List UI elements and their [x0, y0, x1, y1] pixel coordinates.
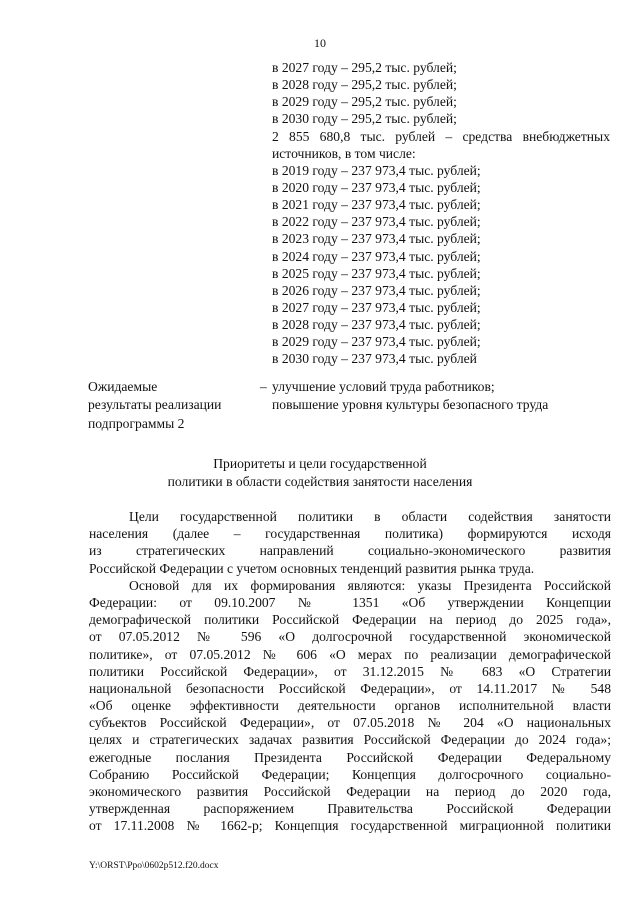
funding-line: в 2029 году – 295,2 тыс. рублей;: [272, 94, 457, 110]
funding-line: 2 855 680,8 тыс. рублей – средства внебюджетных: [272, 128, 610, 144]
paragraph-line: Основой для их формирования являются: указы Президента Российской: [129, 577, 611, 593]
paragraph-line: политике», от 07.05.2012 № 606 «О мерах по реализации демографической: [89, 646, 611, 662]
paragraph-line: политики Российской Федерации», от 31.12.2015 № 683 «О Стратегии: [89, 663, 611, 679]
paragraph-line: ежегодные послания Президента Российской Федерации Федеральному: [89, 749, 611, 765]
section-title-line: Приоритеты и цели государственной: [213, 456, 427, 471]
funding-line: в 2022 году – 237 973,4 тыс. рублей;: [272, 214, 481, 230]
paragraph-line: Цели государственной политики в области содействия занятости: [129, 509, 611, 524]
funding-line: в 2027 году – 295,2 тыс. рублей;: [272, 60, 457, 75]
funding-line: в 2028 году – 237 973,4 тыс. рублей;: [272, 317, 481, 333]
label-line: Ожидаемые: [88, 379, 158, 394]
funding-list: [272, 59, 610, 368]
funding-line: в 2028 году – 295,2 тыс. рублей;: [272, 77, 457, 93]
funding-line: в 2021 году – 237 973,4 тыс. рублей;: [272, 197, 481, 213]
paragraph-line: экономического развития Российской Федерации на период до 2020 года,: [89, 784, 611, 799]
paragraph-line: населения (далее – государственная политика) формируются исходя: [89, 526, 611, 542]
result-line: повышение уровня культуры безопасного труда: [272, 397, 549, 413]
paragraph-line: целях и стратегических задачах развития Российской Федерации до 2024 года»;: [89, 732, 611, 748]
funding-line: в 2027 году – 237 973,4 тыс. рублей;: [272, 299, 481, 315]
paragraph-line: демографической политики Российской Федерации на период до 2025 года»,: [89, 612, 611, 628]
expected-results-text: [272, 378, 548, 415]
paragraph-line: Российской Федерации с учетом основных тенденций развития рынка труда.: [89, 560, 535, 576]
funding-line: источников, в том числе:: [272, 145, 416, 161]
expected-results-label: [88, 378, 258, 433]
funding-line: в 2030 году – 295,2 тыс. рублей;: [272, 111, 457, 127]
paragraph-2: [89, 577, 611, 835]
paragraph-line: из стратегических направлений социально-экономического развития: [89, 543, 611, 559]
funding-line: в 2026 году – 237 973,4 тыс. рублей;: [272, 282, 481, 298]
section-title-line: политики в области содействия занятости населения: [167, 474, 473, 490]
funding-line: в 2025 году – 237 973,4 тыс. рублей;: [272, 265, 481, 281]
paragraph-line: Федерации: от 09.10.2007 № 1351 «Об утверждении Концепции: [89, 594, 611, 610]
body-text: [89, 508, 611, 835]
funding-line: в 2023 году – 237 973,4 тыс. рублей;: [272, 231, 481, 247]
results-dash: –: [260, 379, 267, 394]
label-line: результаты реализации: [88, 397, 222, 413]
funding-line: в 2024 году – 237 973,4 тыс. рублей;: [272, 248, 481, 264]
paragraph-line: от 07.05.2012 № 596 «О долгосрочной государственной экономической: [89, 629, 611, 645]
funding-line: в 2019 году – 237 973,4 тыс. рублей;: [272, 162, 481, 178]
funding-line: в 2030 году – 237 973,4 тыс. рублей: [272, 351, 477, 367]
paragraph-line: субъектов Российской Федерации», от 07.05.2018 № 204 «О национальных: [89, 715, 611, 731]
label-line: подпрограммы 2: [88, 415, 185, 431]
section-title: [0, 455, 640, 492]
paragraph-1: [89, 508, 611, 577]
page-number: 10: [314, 36, 326, 50]
footer-file-path: Y:\ORST\Ppo\0602p512.f20.docx: [89, 861, 219, 871]
paragraph-line: от 17.11.2008 № 1662-р; Концепция государственной миграционной политики: [89, 818, 611, 834]
funding-line: в 2020 году – 237 973,4 тыс. рублей;: [272, 179, 481, 195]
paragraph-line: Собранию Российской Федерации; Концепция долгосрочного социально-: [89, 766, 611, 782]
paragraph-line: национальной безопасности Российской Федерации», от 14.11.2017 № 548: [89, 680, 611, 696]
paragraph-line: «Об оценке эффективности деятельности органов исполнительной власти: [89, 698, 611, 714]
paragraph-line: утвержденная распоряжением Правительства Российской Федерации: [89, 801, 611, 817]
funding-line: в 2029 году – 237 973,4 тыс. рублей;: [272, 334, 481, 350]
result-line: улучшение условий труда работников;: [272, 379, 495, 394]
